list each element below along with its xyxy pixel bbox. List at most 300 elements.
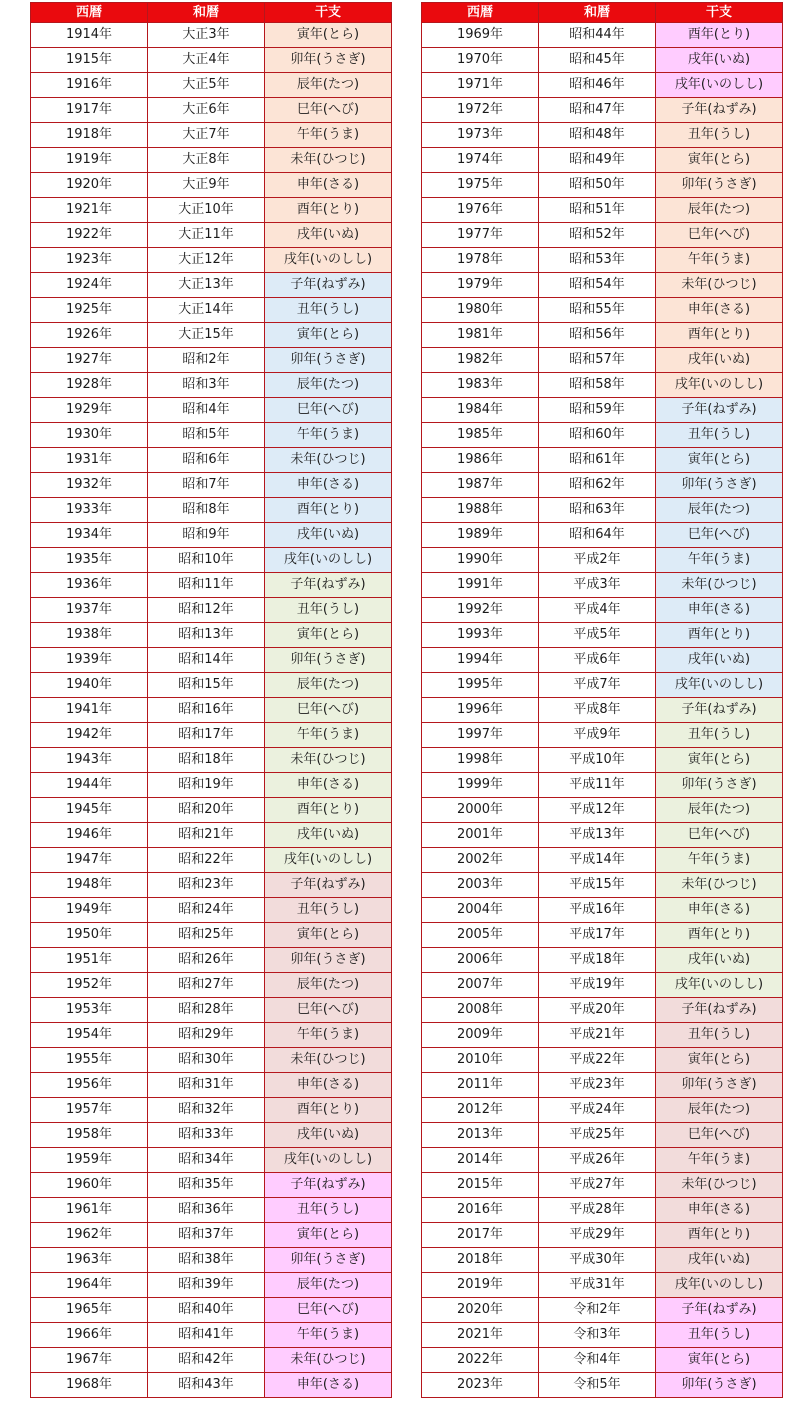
table-row [31, 223, 392, 248]
cell-western-year: 1997年 [422, 723, 539, 748]
table-row [422, 23, 783, 48]
cell-western-year: 1926年 [31, 323, 148, 348]
cell-eto: 巳年(へび) [265, 998, 392, 1023]
cell-japanese-era: 昭和15年 [148, 673, 265, 698]
table-row [422, 348, 783, 373]
cell-japanese-era: 平成20年 [539, 998, 656, 1023]
cell-japanese-era: 昭和53年 [539, 248, 656, 273]
table-body [31, 23, 392, 1398]
table-row [31, 1323, 392, 1348]
cell-western-year: 1936年 [31, 573, 148, 598]
cell-japanese-era: 令和4年 [539, 1348, 656, 1373]
table-row [31, 648, 392, 673]
table-row [422, 848, 783, 873]
cell-eto: 未年(ひつじ) [265, 748, 392, 773]
cell-japanese-era: 昭和26年 [148, 948, 265, 973]
table-row [422, 1098, 783, 1123]
cell-western-year: 1992年 [422, 598, 539, 623]
table-body [422, 23, 783, 1398]
cell-japanese-era: 平成7年 [539, 673, 656, 698]
cell-eto: 寅年(とら) [656, 448, 783, 473]
cell-western-year: 2011年 [422, 1073, 539, 1098]
cell-japanese-era: 平成11年 [539, 773, 656, 798]
cell-eto: 巳年(へび) [656, 1123, 783, 1148]
cell-eto: 戌年(いぬ) [265, 1123, 392, 1148]
cell-eto: 申年(さる) [656, 598, 783, 623]
cell-eto: 卯年(うさぎ) [265, 948, 392, 973]
cell-western-year: 1998年 [422, 748, 539, 773]
table-row [422, 1323, 783, 1348]
cell-western-year: 1918年 [31, 123, 148, 148]
cell-eto: 寅年(とら) [265, 23, 392, 48]
table-row [31, 1373, 392, 1398]
table-row [422, 1198, 783, 1223]
cell-western-year: 1966年 [31, 1323, 148, 1348]
year-table-left [30, 2, 392, 1398]
cell-eto: 午年(うま) [265, 1323, 392, 1348]
cell-japanese-era: 昭和4年 [148, 398, 265, 423]
cell-japanese-era: 平成2年 [539, 548, 656, 573]
cell-eto: 戌年(いぬ) [265, 223, 392, 248]
cell-japanese-era: 令和2年 [539, 1298, 656, 1323]
cell-eto: 戌年(いのしし) [656, 1273, 783, 1298]
cell-japanese-era: 令和5年 [539, 1373, 656, 1398]
cell-eto: 子年(ねずみ) [265, 1173, 392, 1198]
cell-western-year: 1941年 [31, 698, 148, 723]
cell-western-year: 2007年 [422, 973, 539, 998]
cell-eto: 戌年(いのしし) [656, 673, 783, 698]
header-western-year: 西暦 [422, 3, 539, 23]
cell-japanese-era: 平成18年 [539, 948, 656, 973]
cell-western-year: 1973年 [422, 123, 539, 148]
cell-japanese-era: 昭和24年 [148, 898, 265, 923]
table-row [31, 773, 392, 798]
table-row [422, 448, 783, 473]
table-row [422, 948, 783, 973]
cell-western-year: 1994年 [422, 648, 539, 673]
cell-western-year: 1977年 [422, 223, 539, 248]
cell-eto: 子年(ねずみ) [656, 1298, 783, 1323]
cell-eto: 午年(うま) [656, 848, 783, 873]
cell-japanese-era: 昭和17年 [148, 723, 265, 748]
cell-japanese-era: 昭和43年 [148, 1373, 265, 1398]
cell-japanese-era: 平成24年 [539, 1098, 656, 1123]
table-row [422, 1298, 783, 1323]
cell-japanese-era: 平成31年 [539, 1273, 656, 1298]
cell-japanese-era: 昭和25年 [148, 923, 265, 948]
cell-japanese-era: 昭和38年 [148, 1248, 265, 1273]
cell-eto: 卯年(うさぎ) [656, 473, 783, 498]
cell-eto: 午年(うま) [265, 723, 392, 748]
cell-western-year: 2000年 [422, 798, 539, 823]
cell-eto: 申年(さる) [656, 898, 783, 923]
cell-eto: 卯年(うさぎ) [656, 1073, 783, 1098]
table-row [31, 923, 392, 948]
cell-western-year: 1933年 [31, 498, 148, 523]
table-row [31, 573, 392, 598]
cell-eto: 丑年(うし) [656, 1323, 783, 1348]
cell-eto: 申年(さる) [265, 473, 392, 498]
table-row [31, 698, 392, 723]
cell-eto: 辰年(たつ) [656, 1098, 783, 1123]
cell-japanese-era: 昭和10年 [148, 548, 265, 573]
table-row [31, 1298, 392, 1323]
table-row [31, 548, 392, 573]
cell-eto: 酉年(とり) [265, 198, 392, 223]
cell-japanese-era: 平成13年 [539, 823, 656, 848]
table-row [422, 1173, 783, 1198]
table-row [31, 798, 392, 823]
cell-western-year: 1967年 [31, 1348, 148, 1373]
cell-eto: 戌年(いのしし) [265, 248, 392, 273]
table-row [31, 873, 392, 898]
cell-western-year: 1969年 [422, 23, 539, 48]
cell-western-year: 1924年 [31, 273, 148, 298]
cell-eto: 午年(うま) [656, 548, 783, 573]
cell-western-year: 2009年 [422, 1023, 539, 1048]
table-row [422, 1273, 783, 1298]
cell-japanese-era: 平成5年 [539, 623, 656, 648]
cell-japanese-era: 昭和37年 [148, 1223, 265, 1248]
cell-western-year: 1965年 [31, 1298, 148, 1323]
cell-japanese-era: 昭和30年 [148, 1048, 265, 1073]
cell-japanese-era: 大正9年 [148, 173, 265, 198]
table-row [31, 123, 392, 148]
cell-western-year: 1923年 [31, 248, 148, 273]
cell-eto: 戌年(いぬ) [656, 648, 783, 673]
year-table-right [421, 2, 783, 1398]
table-row [31, 173, 392, 198]
cell-western-year: 1946年 [31, 823, 148, 848]
table-row [31, 1023, 392, 1048]
table-row [31, 673, 392, 698]
cell-eto: 未年(ひつじ) [265, 448, 392, 473]
table-row [31, 1198, 392, 1223]
cell-western-year: 2006年 [422, 948, 539, 973]
cell-western-year: 2012年 [422, 1098, 539, 1123]
cell-eto: 子年(ねずみ) [265, 873, 392, 898]
cell-western-year: 1988年 [422, 498, 539, 523]
cell-western-year: 1951年 [31, 948, 148, 973]
cell-western-year: 1947年 [31, 848, 148, 873]
cell-western-year: 2013年 [422, 1123, 539, 1148]
cell-japanese-era: 昭和7年 [148, 473, 265, 498]
cell-japanese-era: 令和3年 [539, 1323, 656, 1348]
cell-eto: 辰年(たつ) [656, 498, 783, 523]
cell-eto: 丑年(うし) [656, 423, 783, 448]
cell-western-year: 1996年 [422, 698, 539, 723]
cell-japanese-era: 平成6年 [539, 648, 656, 673]
cell-japanese-era: 平成29年 [539, 1223, 656, 1248]
cell-japanese-era: 昭和28年 [148, 998, 265, 1023]
cell-japanese-era: 大正15年 [148, 323, 265, 348]
cell-western-year: 1953年 [31, 998, 148, 1023]
cell-eto: 未年(ひつじ) [656, 1173, 783, 1198]
cell-japanese-era: 昭和12年 [148, 598, 265, 623]
cell-eto: 辰年(たつ) [656, 798, 783, 823]
cell-eto: 子年(ねずみ) [656, 698, 783, 723]
cell-western-year: 1925年 [31, 298, 148, 323]
cell-eto: 辰年(たつ) [265, 73, 392, 98]
cell-western-year: 1920年 [31, 173, 148, 198]
cell-eto: 午年(うま) [265, 423, 392, 448]
cell-japanese-era: 昭和49年 [539, 148, 656, 173]
cell-eto: 戌年(いぬ) [656, 1248, 783, 1273]
header-japanese-era: 和暦 [539, 3, 656, 23]
cell-western-year: 1919年 [31, 148, 148, 173]
cell-japanese-era: 昭和8年 [148, 498, 265, 523]
table-row [422, 373, 783, 398]
cell-japanese-era: 昭和20年 [148, 798, 265, 823]
cell-western-year: 1945年 [31, 798, 148, 823]
table-row [422, 1123, 783, 1148]
cell-eto: 戌年(いのしし) [265, 548, 392, 573]
table-row [422, 73, 783, 98]
cell-japanese-era: 昭和62年 [539, 473, 656, 498]
cell-eto: 申年(さる) [265, 1073, 392, 1098]
cell-japanese-era: 昭和39年 [148, 1273, 265, 1298]
cell-eto: 酉年(とり) [656, 323, 783, 348]
cell-japanese-era: 昭和2年 [148, 348, 265, 373]
cell-western-year: 1961年 [31, 1198, 148, 1223]
cell-eto: 子年(ねずみ) [265, 573, 392, 598]
cell-western-year: 1978年 [422, 248, 539, 273]
cell-japanese-era: 平成28年 [539, 1198, 656, 1223]
cell-western-year: 1954年 [31, 1023, 148, 1048]
cell-western-year: 1970年 [422, 48, 539, 73]
table-row [422, 1248, 783, 1273]
cell-japanese-era: 大正14年 [148, 298, 265, 323]
cell-western-year: 2008年 [422, 998, 539, 1023]
table-row [422, 123, 783, 148]
cell-japanese-era: 昭和19年 [148, 773, 265, 798]
cell-japanese-era: 昭和61年 [539, 448, 656, 473]
cell-western-year: 2005年 [422, 923, 539, 948]
cell-japanese-era: 昭和47年 [539, 98, 656, 123]
cell-japanese-era: 昭和27年 [148, 973, 265, 998]
table-row [31, 498, 392, 523]
cell-eto: 午年(うま) [656, 1148, 783, 1173]
table-row [31, 348, 392, 373]
cell-western-year: 2010年 [422, 1048, 539, 1073]
cell-western-year: 1972年 [422, 98, 539, 123]
table-row [422, 598, 783, 623]
cell-western-year: 2019年 [422, 1273, 539, 1298]
cell-japanese-era: 平成25年 [539, 1123, 656, 1148]
cell-japanese-era: 平成30年 [539, 1248, 656, 1273]
table-row [31, 323, 392, 348]
cell-western-year: 2001年 [422, 823, 539, 848]
cell-eto: 丑年(うし) [265, 1198, 392, 1223]
table-row [31, 23, 392, 48]
cell-western-year: 2003年 [422, 873, 539, 898]
cell-western-year: 2017年 [422, 1223, 539, 1248]
header-row [31, 3, 392, 23]
cell-eto: 巳年(へび) [265, 98, 392, 123]
cell-eto: 戌年(いのしし) [656, 373, 783, 398]
cell-western-year: 1949年 [31, 898, 148, 923]
table-row [31, 1098, 392, 1123]
cell-japanese-era: 昭和58年 [539, 373, 656, 398]
cell-japanese-era: 昭和63年 [539, 498, 656, 523]
cell-japanese-era: 昭和50年 [539, 173, 656, 198]
cell-eto: 寅年(とら) [265, 1223, 392, 1248]
cell-japanese-era: 平成12年 [539, 798, 656, 823]
cell-japanese-era: 昭和55年 [539, 298, 656, 323]
cell-japanese-era: 昭和40年 [148, 1298, 265, 1323]
cell-japanese-era: 大正3年 [148, 23, 265, 48]
cell-japanese-era: 平成8年 [539, 698, 656, 723]
cell-eto: 丑年(うし) [265, 598, 392, 623]
header-eto: 干支 [656, 3, 783, 23]
cell-western-year: 1990年 [422, 548, 539, 573]
cell-eto: 丑年(うし) [265, 298, 392, 323]
cell-eto: 卯年(うさぎ) [265, 348, 392, 373]
cell-eto: 戌年(いのしし) [265, 848, 392, 873]
cell-western-year: 1942年 [31, 723, 148, 748]
cell-eto: 巳年(へび) [265, 398, 392, 423]
table-row [422, 923, 783, 948]
cell-western-year: 1979年 [422, 273, 539, 298]
cell-japanese-era: 昭和57年 [539, 348, 656, 373]
cell-eto: 辰年(たつ) [265, 1273, 392, 1298]
cell-eto: 辰年(たつ) [656, 198, 783, 223]
cell-japanese-era: 平成10年 [539, 748, 656, 773]
cell-eto: 寅年(とら) [656, 748, 783, 773]
cell-japanese-era: 昭和34年 [148, 1148, 265, 1173]
cell-eto: 戌年(いぬ) [656, 48, 783, 73]
cell-western-year: 1922年 [31, 223, 148, 248]
cell-western-year: 1981年 [422, 323, 539, 348]
table-row [31, 1073, 392, 1098]
cell-western-year: 1921年 [31, 198, 148, 223]
table-row [31, 98, 392, 123]
cell-japanese-era: 平成9年 [539, 723, 656, 748]
cell-japanese-era: 平成3年 [539, 573, 656, 598]
table-row [422, 998, 783, 1023]
cell-japanese-era: 昭和23年 [148, 873, 265, 898]
cell-western-year: 1952年 [31, 973, 148, 998]
cell-western-year: 1937年 [31, 598, 148, 623]
cell-eto: 戌年(いのしし) [656, 73, 783, 98]
table-row [422, 873, 783, 898]
table-row [422, 648, 783, 673]
cell-japanese-era: 昭和31年 [148, 1073, 265, 1098]
table-row [422, 1148, 783, 1173]
cell-eto: 午年(うま) [265, 1023, 392, 1048]
cell-japanese-era: 昭和60年 [539, 423, 656, 448]
cell-eto: 寅年(とら) [265, 923, 392, 948]
table-row [422, 273, 783, 298]
cell-eto: 卯年(うさぎ) [656, 173, 783, 198]
cell-eto: 未年(ひつじ) [265, 148, 392, 173]
cell-western-year: 1993年 [422, 623, 539, 648]
cell-eto: 申年(さる) [265, 173, 392, 198]
cell-western-year: 1934年 [31, 523, 148, 548]
cell-eto: 戌年(いのしし) [265, 1148, 392, 1173]
table-row [422, 698, 783, 723]
cell-japanese-era: 昭和22年 [148, 848, 265, 873]
cell-eto: 子年(ねずみ) [656, 98, 783, 123]
cell-japanese-era: 昭和48年 [539, 123, 656, 148]
cell-japanese-era: 昭和14年 [148, 648, 265, 673]
cell-western-year: 1958年 [31, 1123, 148, 1148]
table-row [31, 998, 392, 1023]
cell-eto: 寅年(とら) [656, 148, 783, 173]
cell-western-year: 2002年 [422, 848, 539, 873]
table-row [31, 623, 392, 648]
cell-western-year: 2004年 [422, 898, 539, 923]
cell-japanese-era: 昭和13年 [148, 623, 265, 648]
table-row [31, 1148, 392, 1173]
cell-western-year: 2023年 [422, 1373, 539, 1398]
cell-western-year: 1985年 [422, 423, 539, 448]
cell-japanese-era: 昭和11年 [148, 573, 265, 598]
cell-eto: 酉年(とり) [265, 798, 392, 823]
table-row [31, 248, 392, 273]
cell-japanese-era: 昭和32年 [148, 1098, 265, 1123]
cell-western-year: 1983年 [422, 373, 539, 398]
cell-western-year: 1962年 [31, 1223, 148, 1248]
cell-western-year: 1976年 [422, 198, 539, 223]
table-row [31, 1348, 392, 1373]
cell-japanese-era: 昭和9年 [148, 523, 265, 548]
cell-eto: 巳年(へび) [656, 823, 783, 848]
cell-japanese-era: 昭和3年 [148, 373, 265, 398]
cell-western-year: 1944年 [31, 773, 148, 798]
cell-western-year: 2018年 [422, 1248, 539, 1273]
cell-eto: 卯年(うさぎ) [265, 48, 392, 73]
cell-western-year: 1975年 [422, 173, 539, 198]
table-row [422, 573, 783, 598]
cell-eto: 戌年(いぬ) [656, 348, 783, 373]
cell-western-year: 1928年 [31, 373, 148, 398]
cell-japanese-era: 昭和56年 [539, 323, 656, 348]
cell-japanese-era: 昭和44年 [539, 23, 656, 48]
cell-eto: 辰年(たつ) [265, 373, 392, 398]
cell-eto: 丑年(うし) [265, 898, 392, 923]
cell-western-year: 1915年 [31, 48, 148, 73]
table-row [31, 523, 392, 548]
cell-eto: 未年(ひつじ) [656, 573, 783, 598]
cell-western-year: 2020年 [422, 1298, 539, 1323]
table-row [31, 723, 392, 748]
table-row [31, 1273, 392, 1298]
table-row [422, 1073, 783, 1098]
cell-japanese-era: 昭和6年 [148, 448, 265, 473]
table-row [31, 148, 392, 173]
table-row [31, 373, 392, 398]
table-row [422, 523, 783, 548]
cell-western-year: 1999年 [422, 773, 539, 798]
table-row [422, 798, 783, 823]
table-row [422, 498, 783, 523]
table-row [422, 198, 783, 223]
cell-eto: 丑年(うし) [656, 123, 783, 148]
cell-eto: 申年(さる) [656, 1198, 783, 1223]
table-row [31, 398, 392, 423]
cell-japanese-era: 昭和54年 [539, 273, 656, 298]
cell-eto: 申年(さる) [656, 298, 783, 323]
cell-western-year: 1989年 [422, 523, 539, 548]
cell-eto: 酉年(とり) [656, 923, 783, 948]
cell-eto: 戌年(いぬ) [656, 948, 783, 973]
table-row [31, 1223, 392, 1248]
cell-japanese-era: 平成21年 [539, 1023, 656, 1048]
cell-western-year: 2014年 [422, 1148, 539, 1173]
table-row [422, 248, 783, 273]
table-row [422, 323, 783, 348]
